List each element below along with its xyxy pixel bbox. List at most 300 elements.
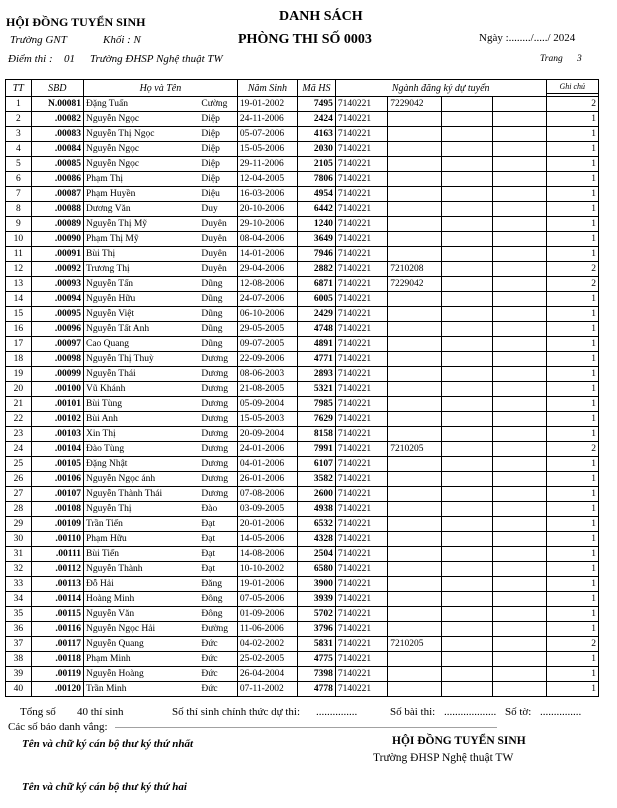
surname-cell: Hoàng Minh <box>84 592 200 607</box>
note-cell: 1 <box>546 502 598 517</box>
student-code-cell: 4938 <box>297 502 335 517</box>
major-1-cell: 7140221 <box>335 97 387 112</box>
registration-number-cell: .00119 <box>31 667 83 682</box>
major-4-cell <box>493 547 547 562</box>
note-cell: 1 <box>546 652 598 667</box>
registration-number-cell: .00095 <box>31 307 83 322</box>
note-cell: 1 <box>546 547 598 562</box>
student-code-cell: 2600 <box>297 487 335 502</box>
given-name-cell: Duy <box>199 202 237 217</box>
student-code-cell: 7946 <box>297 247 335 262</box>
registration-number-cell: .00092 <box>31 262 83 277</box>
date-of-birth-cell: 16-03-2006 <box>237 187 297 202</box>
row-number-cell: 32 <box>6 562 32 577</box>
student-code-cell: 6871 <box>297 277 335 292</box>
major-2-cell <box>388 172 441 187</box>
student-code-cell: 7495 <box>297 97 335 112</box>
major-2-cell <box>388 367 441 382</box>
major-3-cell <box>441 457 492 472</box>
student-code-cell: 5321 <box>297 382 335 397</box>
candidate-table <box>5 79 599 697</box>
major-3-cell <box>441 97 492 112</box>
given-name-cell: Dương <box>199 382 237 397</box>
given-name-cell: Dũng <box>199 292 237 307</box>
major-2-cell <box>388 142 441 157</box>
date-of-birth-cell: 04-02-2002 <box>237 637 297 652</box>
given-name-cell: Dương <box>199 442 237 457</box>
major-4-cell <box>493 142 547 157</box>
given-name-cell: Dương <box>199 367 237 382</box>
major-3-cell <box>441 247 492 262</box>
note-cell: 1 <box>546 172 598 187</box>
row-number-cell: 33 <box>6 577 32 592</box>
registration-number-cell: .00100 <box>31 382 83 397</box>
surname-cell: Bùi Thị <box>84 247 200 262</box>
table-row <box>6 637 599 652</box>
major-1-cell: 7140221 <box>335 547 387 562</box>
major-1-cell: 7140221 <box>335 397 387 412</box>
row-number-cell: 30 <box>6 532 32 547</box>
registration-number-cell: .00097 <box>31 337 83 352</box>
note-cell: 1 <box>546 562 598 577</box>
given-name-cell: Duyên <box>199 232 237 247</box>
major-1-cell: 7140221 <box>335 232 387 247</box>
major-2-cell <box>388 577 441 592</box>
given-name-cell: Đào <box>199 502 237 517</box>
row-number-cell: 39 <box>6 667 32 682</box>
given-name-cell: Đạt <box>199 547 237 562</box>
date-of-birth-cell: 04-01-2006 <box>237 457 297 472</box>
date-of-birth-cell: 20-09-2004 <box>237 427 297 442</box>
exam-site-label: Điểm thi : <box>8 53 53 65</box>
given-name-cell: Diệp <box>199 172 237 187</box>
table-row <box>6 532 599 547</box>
row-number-cell: 38 <box>6 652 32 667</box>
major-1-cell: 7140221 <box>335 367 387 382</box>
major-3-cell <box>441 142 492 157</box>
date-of-birth-cell: 14-08-2006 <box>237 547 297 562</box>
given-name-cell: Duyên <box>199 217 237 232</box>
note-cell: 1 <box>546 457 598 472</box>
major-3-cell <box>441 682 492 697</box>
date-of-birth-cell: 15-05-2006 <box>237 142 297 157</box>
major-1-cell: 7140221 <box>335 142 387 157</box>
major-4-cell <box>493 187 547 202</box>
surname-cell: Phạm Thị <box>84 172 200 187</box>
row-number-cell: 35 <box>6 607 32 622</box>
surname-cell: Nguyễn Thị Mỹ <box>84 217 200 232</box>
row-number-cell: 9 <box>6 217 32 232</box>
row-number-cell: 4 <box>6 142 32 157</box>
surname-cell: Phạm Huyền <box>84 187 200 202</box>
student-code-cell: 2105 <box>297 157 335 172</box>
major-3-cell <box>441 427 492 442</box>
student-code-cell: 3939 <box>297 592 335 607</box>
date-of-birth-cell: 05-07-2006 <box>237 127 297 142</box>
surname-cell: Nguyễn Ngọc <box>84 142 200 157</box>
candidate-table-body <box>6 97 599 697</box>
major-1-cell: 7140221 <box>335 187 387 202</box>
exam-site-name: Trường ĐHSP Nghệ thuật TW <box>90 53 223 65</box>
major-4-cell <box>493 157 547 172</box>
major-3-cell <box>441 517 492 532</box>
given-name-cell: Diệp <box>199 157 237 172</box>
date-of-birth-cell: 01-09-2006 <box>237 607 297 622</box>
surname-cell: Nguyễn Thị <box>84 502 200 517</box>
given-name-cell: Đạt <box>199 532 237 547</box>
surname-cell: Nguyễn Tấn <box>84 277 200 292</box>
major-1-cell: 7140221 <box>335 427 387 442</box>
major-2-cell <box>388 487 441 502</box>
absent-label: Các số báo danh vắng: <box>8 721 108 733</box>
student-code-cell: 4954 <box>297 187 335 202</box>
major-1-cell: 7140221 <box>335 172 387 187</box>
surname-cell: Nguyễn Ngọc Hải <box>84 622 200 637</box>
student-code-cell: 5831 <box>297 637 335 652</box>
grade-label: Khối : N <box>103 34 141 46</box>
major-3-cell <box>441 652 492 667</box>
major-1-cell: 7140221 <box>335 622 387 637</box>
total-label: Tổng số <box>20 706 56 718</box>
row-number-cell: 2 <box>6 112 32 127</box>
registration-number-cell: .00091 <box>31 247 83 262</box>
surname-cell: Dương Văn <box>84 202 200 217</box>
absent-field: ............................................................................................................................................................................................... <box>115 721 497 730</box>
table-row <box>6 337 599 352</box>
major-3-cell <box>441 547 492 562</box>
date-of-birth-cell: 12-08-2006 <box>237 277 297 292</box>
footer-council-school: Trường ĐHSP Nghệ thuật TW <box>373 752 514 764</box>
major-3-cell <box>441 622 492 637</box>
row-number-cell: 23 <box>6 427 32 442</box>
major-3-cell <box>441 232 492 247</box>
student-code-cell: 2429 <box>297 307 335 322</box>
student-code-cell: 4771 <box>297 352 335 367</box>
secretary-1-signature: Tên và chữ ký cán bộ thư ký thứ nhất <box>22 738 194 750</box>
major-4-cell <box>493 112 547 127</box>
row-number-cell: 36 <box>6 622 32 637</box>
major-3-cell <box>441 487 492 502</box>
note-cell: 1 <box>546 292 598 307</box>
major-3-cell <box>441 112 492 127</box>
student-code-cell: 2424 <box>297 112 335 127</box>
student-code-cell: 4891 <box>297 337 335 352</box>
date-of-birth-cell: 15-05-2003 <box>237 412 297 427</box>
major-4-cell <box>493 262 547 277</box>
major-2-cell: 7229042 <box>388 97 441 112</box>
major-1-cell: 7140221 <box>335 652 387 667</box>
document-title: DANH SÁCH <box>279 9 363 24</box>
major-1-cell: 7140221 <box>335 307 387 322</box>
major-1-cell: 7140221 <box>335 592 387 607</box>
surname-cell: Nguyễn Việt <box>84 307 200 322</box>
surname-cell: Vũ Khánh <box>84 382 200 397</box>
major-2-cell <box>388 247 441 262</box>
major-4-cell <box>493 217 547 232</box>
major-4-cell <box>493 667 547 682</box>
surname-cell: Nguyễn Thành <box>84 562 200 577</box>
major-2-cell <box>388 592 441 607</box>
given-name-cell: Dũng <box>199 337 237 352</box>
surname-cell: Nguyễn Hoàng <box>84 667 200 682</box>
student-code-cell: 7398 <box>297 667 335 682</box>
note-cell: 1 <box>546 682 598 697</box>
major-4-cell <box>493 367 547 382</box>
table-row <box>6 487 599 502</box>
registration-number-cell: .00085 <box>31 157 83 172</box>
major-4-cell <box>493 127 547 142</box>
student-code-cell: 4163 <box>297 127 335 142</box>
sheets-label: Số tờ: <box>505 706 532 718</box>
registration-number-cell: .00117 <box>31 637 83 652</box>
registration-number-cell: .00108 <box>31 502 83 517</box>
row-number-cell: 24 <box>6 442 32 457</box>
table-row <box>6 352 599 367</box>
major-2-cell <box>388 202 441 217</box>
date-of-birth-cell: 07-05-2006 <box>237 592 297 607</box>
table-row <box>6 607 599 622</box>
table-row <box>6 97 599 112</box>
row-number-cell: 3 <box>6 127 32 142</box>
major-1-cell: 7140221 <box>335 487 387 502</box>
registration-number-cell: .00118 <box>31 652 83 667</box>
major-2-cell <box>388 412 441 427</box>
row-number-cell: 37 <box>6 637 32 652</box>
note-cell: 1 <box>546 187 598 202</box>
note-cell: 1 <box>546 427 598 442</box>
date-of-birth-cell: 19-01-2006 <box>237 577 297 592</box>
major-4-cell <box>493 577 547 592</box>
major-1-cell: 7140221 <box>335 337 387 352</box>
row-number-cell: 22 <box>6 412 32 427</box>
note-cell: 1 <box>546 142 598 157</box>
note-cell: 1 <box>546 607 598 622</box>
major-4-cell <box>493 682 547 697</box>
major-1-cell: 7140221 <box>335 577 387 592</box>
registration-number-cell: .00111 <box>31 547 83 562</box>
secretary-2-signature: Tên và chữ ký cán bộ thư ký thứ hai <box>22 781 187 793</box>
date-of-birth-cell: 09-07-2005 <box>237 337 297 352</box>
major-2-cell <box>388 187 441 202</box>
student-code-cell: 2893 <box>297 367 335 382</box>
note-cell: 1 <box>546 487 598 502</box>
major-4-cell <box>493 382 547 397</box>
surname-cell: Nguyễn Thái <box>84 367 200 382</box>
table-row <box>6 382 599 397</box>
table-row <box>6 427 599 442</box>
row-number-cell: 7 <box>6 187 32 202</box>
given-name-cell: Duyên <box>199 247 237 262</box>
table-row <box>6 307 599 322</box>
surname-cell: Phạm Thị Mỹ <box>84 232 200 247</box>
table-row <box>6 502 599 517</box>
note-cell: 1 <box>546 307 598 322</box>
date-of-birth-cell: 26-04-2004 <box>237 667 297 682</box>
major-4-cell <box>493 487 547 502</box>
surname-cell: Nguyễn Ngọc ánh <box>84 472 200 487</box>
date-of-birth-cell: 29-04-2006 <box>237 262 297 277</box>
major-2-cell <box>388 307 441 322</box>
major-3-cell <box>441 127 492 142</box>
table-row <box>6 277 599 292</box>
table-row <box>6 652 599 667</box>
table-row <box>6 142 599 157</box>
given-name-cell: Dương <box>199 427 237 442</box>
registration-number-cell: .00089 <box>31 217 83 232</box>
row-number-cell: 5 <box>6 157 32 172</box>
registration-number-cell: .00120 <box>31 682 83 697</box>
major-3-cell <box>441 472 492 487</box>
student-code-cell: 6107 <box>297 457 335 472</box>
header-majors: Ngành đăng ký dự tuyển <box>335 80 546 97</box>
given-name-cell: Đức <box>199 637 237 652</box>
table-row <box>6 232 599 247</box>
surname-cell: Bùi Anh <box>84 412 200 427</box>
table-row <box>6 397 599 412</box>
major-2-cell <box>388 427 441 442</box>
table-row <box>6 292 599 307</box>
date-of-birth-cell: 22-09-2006 <box>237 352 297 367</box>
header-name: Họ và Tên <box>84 80 238 97</box>
row-number-cell: 40 <box>6 682 32 697</box>
row-number-cell: 15 <box>6 307 32 322</box>
table-row <box>6 562 599 577</box>
date-of-birth-cell: 07-11-2002 <box>237 682 297 697</box>
row-number-cell: 31 <box>6 547 32 562</box>
surname-cell: Đặng Tuấn <box>84 97 200 112</box>
major-3-cell <box>441 157 492 172</box>
given-name-cell: Đông <box>199 607 237 622</box>
date-of-birth-cell: 25-02-2005 <box>237 652 297 667</box>
major-3-cell <box>441 667 492 682</box>
note-cell: 1 <box>546 412 598 427</box>
student-code-cell: 4748 <box>297 322 335 337</box>
major-2-cell <box>388 127 441 142</box>
surname-cell: Bùi Tùng <box>84 397 200 412</box>
major-2-cell <box>388 547 441 562</box>
note-cell: 1 <box>546 232 598 247</box>
note-cell: 2 <box>546 442 598 457</box>
header-dob: Năm Sinh <box>237 80 297 97</box>
major-3-cell <box>441 307 492 322</box>
surname-cell: Trần Tiến <box>84 517 200 532</box>
registration-number-cell: .00104 <box>31 442 83 457</box>
major-1-cell: 7140221 <box>335 202 387 217</box>
major-2-cell <box>388 457 441 472</box>
given-name-cell: Đức <box>199 667 237 682</box>
table-row <box>6 592 599 607</box>
date-of-birth-cell: 11-06-2006 <box>237 622 297 637</box>
major-1-cell: 7140221 <box>335 682 387 697</box>
major-2-cell <box>388 382 441 397</box>
major-3-cell <box>441 532 492 547</box>
table-row <box>6 157 599 172</box>
date-of-birth-cell: 19-01-2002 <box>237 97 297 112</box>
surname-cell: Đào Tùng <box>84 442 200 457</box>
registration-number-cell: .00115 <box>31 607 83 622</box>
major-4-cell <box>493 97 547 112</box>
major-1-cell: 7140221 <box>335 472 387 487</box>
note-cell: 1 <box>546 622 598 637</box>
major-1-cell: 7140221 <box>335 517 387 532</box>
major-2-cell <box>388 517 441 532</box>
registration-number-cell: .00088 <box>31 202 83 217</box>
major-1-cell: 7140221 <box>335 217 387 232</box>
major-3-cell <box>441 502 492 517</box>
given-name-cell: Đạt <box>199 517 237 532</box>
major-2-cell <box>388 232 441 247</box>
major-4-cell <box>493 532 547 547</box>
student-code-cell: 3649 <box>297 232 335 247</box>
row-number-cell: 16 <box>6 322 32 337</box>
major-2-cell <box>388 652 441 667</box>
registration-number-cell: .00099 <box>31 367 83 382</box>
registration-number-cell: .00105 <box>31 457 83 472</box>
registration-number-cell: .00084 <box>31 142 83 157</box>
date-of-birth-cell: 08-06-2003 <box>237 367 297 382</box>
note-cell: 1 <box>546 352 598 367</box>
surname-cell: Nguyễn Ngọc <box>84 157 200 172</box>
table-row <box>6 472 599 487</box>
major-2-cell: 7210205 <box>388 442 441 457</box>
major-1-cell: 7140221 <box>335 382 387 397</box>
major-3-cell <box>441 262 492 277</box>
registration-number-cell: .00087 <box>31 187 83 202</box>
note-cell: 1 <box>546 112 598 127</box>
major-4-cell <box>493 277 547 292</box>
table-row <box>6 577 599 592</box>
registration-number-cell: .00086 <box>31 172 83 187</box>
major-1-cell: 7140221 <box>335 457 387 472</box>
date-of-birth-cell: 12-04-2005 <box>237 172 297 187</box>
official-count-label: Số thí sinh chính thức dự thi: <box>172 706 301 718</box>
surname-cell: Phạm Minh <box>84 652 200 667</box>
table-row <box>6 217 599 232</box>
note-cell: 1 <box>546 337 598 352</box>
major-3-cell <box>441 352 492 367</box>
major-2-cell <box>388 322 441 337</box>
student-code-cell: 4775 <box>297 652 335 667</box>
table-row <box>6 547 599 562</box>
row-number-cell: 11 <box>6 247 32 262</box>
note-cell: 1 <box>546 157 598 172</box>
major-4-cell <box>493 517 547 532</box>
major-4-cell <box>493 412 547 427</box>
surname-cell: Nguyễn Tất Anh <box>84 322 200 337</box>
date-of-birth-cell: 24-01-2006 <box>237 442 297 457</box>
major-1-cell: 7140221 <box>335 607 387 622</box>
major-3-cell <box>441 607 492 622</box>
major-4-cell <box>493 247 547 262</box>
row-number-cell: 13 <box>6 277 32 292</box>
council-title: HỘI ĐỒNG TUYỂN SINH <box>6 15 146 29</box>
surname-cell: Xin Thị <box>84 427 200 442</box>
row-number-cell: 26 <box>6 472 32 487</box>
table-row <box>6 667 599 682</box>
note-cell: 1 <box>546 127 598 142</box>
major-4-cell <box>493 607 547 622</box>
note-cell: 1 <box>546 472 598 487</box>
major-2-cell <box>388 622 441 637</box>
major-3-cell <box>441 322 492 337</box>
major-2-cell <box>388 667 441 682</box>
note-cell: 1 <box>546 367 598 382</box>
registration-number-cell: .00110 <box>31 532 83 547</box>
note-cell: 1 <box>546 217 598 232</box>
major-1-cell: 7140221 <box>335 112 387 127</box>
date-of-birth-cell: 24-07-2006 <box>237 292 297 307</box>
registration-number-cell: N.00081 <box>31 97 83 112</box>
